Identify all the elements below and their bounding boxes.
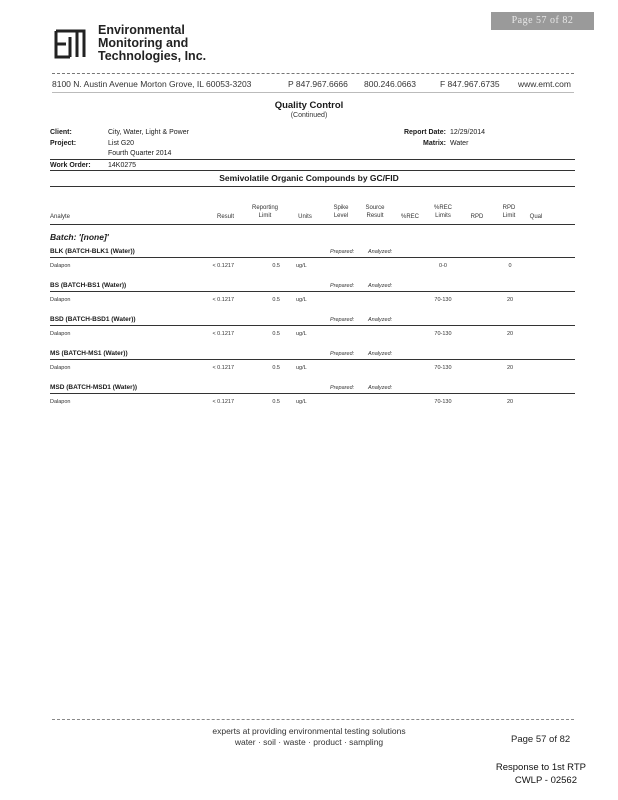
col-reporting-limit [247,204,283,220]
group-divider [50,257,575,258]
analyte-cell: Dalapon [50,297,71,303]
client-label: Client: [50,129,72,136]
units-cell: ug/L [296,263,307,269]
footer-services: water · soil · waste · product · sampling [234,737,384,747]
col-result: Result [216,214,234,220]
col-reporting-limit-1: Reporting [251,205,278,211]
section-title: Semivolatile Organic Compounds by GC/FID [219,173,399,183]
workorder-value: 14K0275 [108,162,137,169]
analyte-cell: Dalapon [50,399,71,405]
reporting-limit-cell: 0.5 [272,331,280,337]
analyzed-label: Analyzed: [368,317,393,323]
col-rpd: RPD [470,214,484,220]
footer-tagline: experts at providing environmental testing solutions [212,726,406,736]
rec-limits-cell: 70-130 [434,399,452,405]
prepared-label: Prepared: [330,283,355,289]
rpd-limit-cell: 20 [506,297,514,303]
rpd-limit-cell: 0 [508,263,512,269]
units-cell: ug/L [296,365,307,371]
prepared-label: Prepared: [330,317,355,323]
col-source-result-1: Source [365,205,385,211]
result-cell: < 0.1217 [212,331,234,337]
address-divider-2 [52,92,574,93]
company-name-line1: Environmental [98,23,185,37]
analyte-cell: Dalapon [50,365,71,371]
analyte-cell: Dalapon [50,263,71,269]
analyte-cell: Dalapon [50,331,71,337]
rec-limits-cell: 70-130 [434,365,452,371]
reportdate-label: Report Date: [403,129,446,136]
analyzed-label: Analyzed: [368,283,393,289]
project-value-1: List G20 [108,140,135,147]
column-header-divider [50,224,575,225]
qc-group-title: BSD (BATCH-BSD1 (Water)) [50,316,136,323]
col-spike-level-1: Spike [333,205,349,211]
analyzed-label: Analyzed: [368,249,393,255]
qc-group-title: MSD (BATCH-MSD1 (Water)) [50,384,138,391]
section-divider-bottom [50,186,575,187]
col-rec: %REC [400,214,419,220]
col-source-result-2: Result [366,213,384,219]
rpd-limit-cell: 20 [506,331,514,337]
result-cell: < 0.1217 [212,365,234,371]
col-reporting-limit-2: Limit [258,213,272,219]
reporting-limit-cell: 0.5 [272,263,280,269]
col-rpd-limit-1: RPD [502,205,516,211]
address-divider [52,73,574,74]
reportdate-value: 12/29/2014 [450,129,486,136]
matrix-label: Matrix: [423,140,446,147]
result-cell: < 0.1217 [212,399,234,405]
page-number: Page 57 of 82 [511,734,571,745]
rec-limits-cell: 70-130 [434,297,452,303]
response-label: Response to 1st RTP [495,762,586,773]
prepared-label: Prepared: [330,249,355,255]
info-divider [50,159,575,160]
units-cell: ug/L [296,399,307,405]
company-address-bar [52,79,574,89]
group-divider [50,393,575,394]
company-logo-icon [52,27,92,61]
page-stamp: Page 57 of 82 [491,12,594,30]
qc-group-title: MS (BATCH-MS1 (Water)) [50,350,128,357]
group-divider [50,359,575,360]
col-rpd-limit-2: Limit [502,213,516,219]
qc-group-title: BLK (BATCH-BLK1 (Water)) [50,248,135,255]
company-web: www.emt.com [518,79,571,89]
footer-divider [52,719,574,720]
col-rpd-limit [497,204,521,220]
col-spike-level [328,204,354,220]
workorder-label: Work Order: [50,162,91,169]
group-divider [50,325,575,326]
col-rec-limits [428,204,458,220]
rpd-limit-cell: 20 [506,365,514,371]
analyzed-label: Analyzed: [368,351,393,357]
company-name-line2: Monitoring and [98,36,189,50]
section-divider-top [50,170,575,171]
company-address: 8100 N. Austin Avenue Morton Grove, IL 60053-3203 [52,79,252,89]
analyzed-label: Analyzed: [368,385,393,391]
col-rec-limits-2: Limits [435,213,451,219]
company-name-line3: Technologies, Inc. [98,49,207,63]
company-phone: P 847.967.6666 [288,79,348,89]
client-value: City, Water, Light & Power [108,129,189,136]
project-value-2: Fourth Quarter 2014 [108,150,172,157]
project-label: Project: [50,140,77,147]
col-rec-limits-1: %REC [433,205,452,211]
col-source-result [360,204,390,220]
page-subtitle: (Continued) [290,112,328,119]
col-spike-level-2: Level [333,213,349,219]
result-cell: < 0.1217 [212,263,234,269]
col-qual: Qual [529,214,543,220]
reporting-limit-cell: 0.5 [272,399,280,405]
col-analyte: Analyte [50,214,71,220]
company-fax: F 847.967.6735 [440,79,500,89]
prepared-label: Prepared: [330,385,355,391]
group-divider [50,291,575,292]
prepared-label: Prepared: [330,351,355,357]
reporting-limit-cell: 0.5 [272,365,280,371]
company-name [98,24,206,63]
company-tollfree: 800.246.0663 [364,79,416,89]
page-title: Quality Control [274,100,344,111]
qc-group-title: BS (BATCH-BS1 (Water)) [50,282,127,289]
bates-number: CWLP - 02562 [514,775,577,786]
result-cell: < 0.1217 [212,297,234,303]
col-units: Units [298,214,312,220]
batch-title: Batch: '[none]' [50,232,109,242]
rec-limits-cell: 70-130 [434,331,452,337]
units-cell: ug/L [296,331,307,337]
reporting-limit-cell: 0.5 [272,297,280,303]
rec-limits-cell: 0-0 [439,263,447,269]
rpd-limit-cell: 20 [506,399,514,405]
matrix-value: Water [450,140,469,147]
units-cell: ug/L [296,297,307,303]
